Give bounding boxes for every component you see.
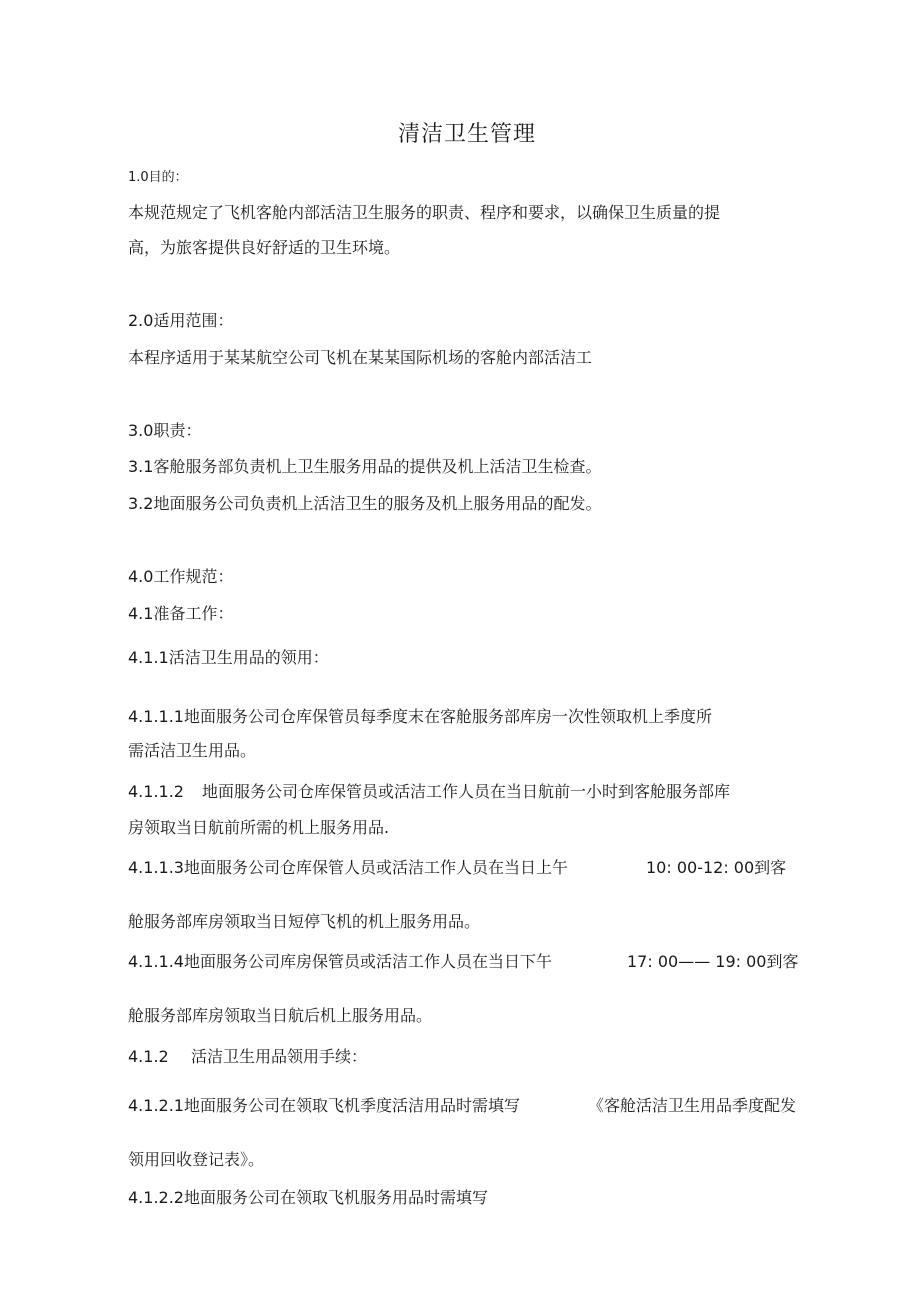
section-4-1-1-1-line-1: 4.1.1.1地面服务公司仓库保管员每季度末在客舱服务部库房一次性领取机上季度所 xyxy=(128,707,712,726)
section-4-1-2-1-line-2: 领用回收登记表》。 xyxy=(128,1150,265,1169)
section-4-1-1-2-line-1: 地面服务公司仓库保管员或活洁工作人员在当日航前一小时到客舱服务部库 xyxy=(202,782,731,801)
section-1-paragraph-line-2: 高，为旅客提供良好舒适的卫生环境。 xyxy=(128,238,401,257)
section-4-1-1-3-line-2: 舱服务部库房领取当日短停飞机的机上服务用品。 xyxy=(128,912,481,931)
section-4-1-1-1-line-2: 需活洁卫生用品。 xyxy=(128,741,257,760)
section-2-paragraph: 本程序适用于某某航空公司飞机在某某国际机场的客舱内部活洁工 xyxy=(128,348,593,367)
section-3-1: 3.1客舱服务部负责机上卫生服务用品的提供及机上活洁卫生检查。 xyxy=(128,457,602,476)
section-4-1-1-4-line-2: 舱服务部库房领取当日航后机上服务用品。 xyxy=(128,1006,433,1025)
section-4-1-1-2-line-2: 房领取当日航前所需的机上服务用品. xyxy=(128,818,390,837)
page-title: 清洁卫生管理 xyxy=(398,122,537,147)
section-1-paragraph-line-1: 本规范规定了飞机客舱内部活洁卫生服务的职责、程序和要求，以确保卫生质量的提 xyxy=(128,203,721,222)
section-4-1-2-2: 4.1.2.2地面服务公司在领取飞机服务用品时需填写 xyxy=(128,1188,488,1207)
section-4-1-1-4-time: 17: 00—— 19: 00到客 xyxy=(627,952,799,971)
section-4-1-2-text: 活洁卫生用品领用手续： xyxy=(191,1047,368,1066)
section-4-1-1: 4.1.1活洁卫生用品的领用： xyxy=(128,648,329,667)
section-3-2: 3.2地面服务公司负责机上活洁卫生的服务及机上服务用品的配发。 xyxy=(128,494,602,513)
section-4-heading: 4.0工作规范： xyxy=(128,567,234,586)
section-4-1: 4.1准备工作： xyxy=(128,604,234,623)
section-2-heading: 2.0适用范围： xyxy=(128,311,234,330)
section-4-1-2-1-line-1: 4.1.2.1地面服务公司在领取飞机季度活洁用品时需填写 xyxy=(128,1096,520,1115)
section-4-1-2-number: 4.1.2 xyxy=(128,1047,169,1066)
section-4-1-2-1-form-name: 《客舱活洁卫生用品季度配发 xyxy=(588,1096,797,1115)
section-4-1-1-4-line-1: 4.1.1.4地面服务公司库房保管员或活洁工作人员在当日下午 xyxy=(128,952,552,971)
section-4-1-1-3-line-1: 4.1.1.3地面服务公司仓库保管人员或活洁工作人员在当日上午 xyxy=(128,858,568,877)
section-1-heading: 1.0目的： xyxy=(128,170,188,185)
section-4-1-1-2-number: 4.1.1.2 xyxy=(128,782,184,801)
section-4-1-1-3-time: 10: 00-12: 00到客 xyxy=(646,858,787,877)
section-3-heading: 3.0职责： xyxy=(128,421,202,440)
